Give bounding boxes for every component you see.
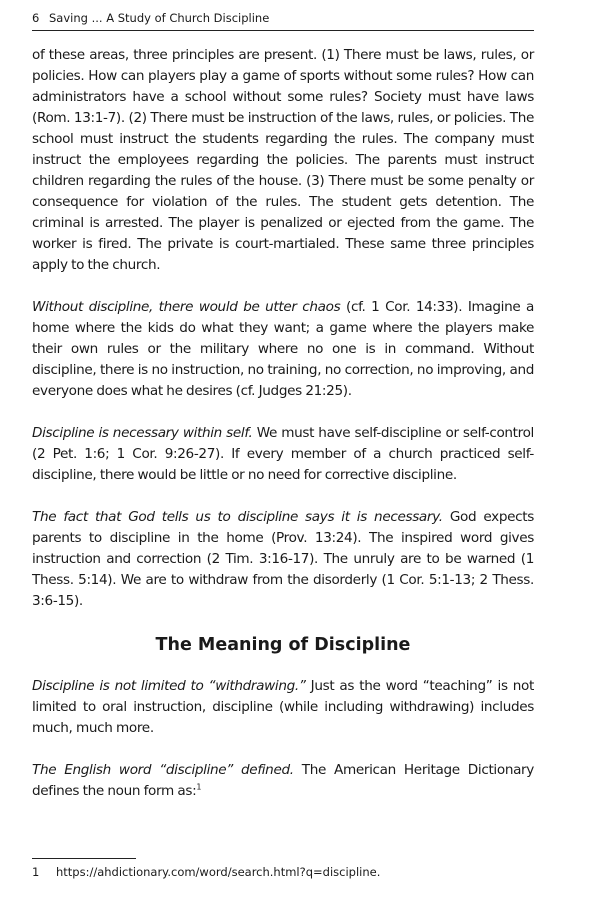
footnote-reference[interactable]: 1 — [196, 782, 202, 792]
page-body — [32, 45, 534, 802]
paragraph-lead: Discipline is necessary within self. — [32, 425, 253, 441]
paragraph-lead: Without discipline, there would be utter chaos — [32, 299, 341, 315]
paragraph-lead: The fact that God tells us to discipline says it is necessary. — [32, 509, 443, 525]
paragraph-text: of these areas, three principles are present. (1) There must be laws, rules, or policies. How can players play a game of sports without some rules? How can administrators have a school without some rules? Society must have laws (Rom. 13:1-7). (2) There must be instruction of the laws, rules, or policies. The school must instruct the students regarding the rules. The company must instruct the employees regarding the policies. The parents must instruct children regarding the rules of the house. (3) There must be some penalty or consequence for violation of the rules. The student gets detention. The criminal is arrested. The player is penalized or ejected from the game. The worker is fired. The private is court-martialed. These same three principles apply to the church. — [32, 47, 534, 273]
paragraph-utter-chaos — [32, 297, 534, 402]
footnote-divider — [32, 858, 136, 859]
paragraph-text: The American Heritage Dictionary defines the noun form as: — [32, 762, 534, 799]
footnote — [32, 864, 534, 880]
paragraph-lead: The English word “discipline” defined. — [32, 762, 294, 778]
page-number: 6 — [32, 11, 40, 25]
paragraph-text: (cf. 1 Cor. 14:33). Imagine a home where the kids do what they want; a game where the players make their own rules or the military where no one is in command. Without discipline, there is no instruction, no training, no correction, no improving, and everyone does what he desires (cf. Judges 21:25). — [32, 299, 534, 399]
header-divider — [32, 30, 534, 31]
paragraph-three-principles — [32, 45, 534, 276]
paragraph-self-discipline — [32, 423, 534, 486]
paragraph-text: Just as the word “teaching” is not limited to oral instruction, discipline (while including withdrawing) includes much, much more. — [32, 678, 535, 736]
paragraph-text: God expects parents to discipline in the home (Prov. 13:24). The inspired word gives instruction and correction (2 Tim. 3:16-17). The unruly are to be warned (1 Thess. 5:14). We are to withdraw from the disorderly (1 Cor. 5:1-13; 2 Thess. 3:6-15). — [32, 509, 534, 609]
running-header — [32, 10, 534, 26]
paragraph-lead: Discipline is not limited to “withdrawing.” — [32, 678, 306, 694]
paragraph-english-word-defined — [32, 760, 534, 802]
section-heading: The Meaning of Discipline — [155, 635, 411, 655]
paragraph-text: We must have self-discipline or self-control (2 Pet. 1:6; 1 Cor. 9:26-27). If every member of a church practiced self-discipline, there would be little or no need for corrective discipline. — [32, 425, 534, 483]
footnote-url[interactable]: https://ahdictionary.com/word/search.html?q=discipline. — [56, 865, 381, 879]
paragraph-not-limited-withdrawing — [32, 676, 534, 739]
paragraph-god-tells-us — [32, 507, 534, 612]
book-page — [32, 0, 534, 912]
running-title: Saving ... A Study of Church Discipline — [48, 11, 270, 25]
footnote-number: 1 — [32, 865, 40, 879]
